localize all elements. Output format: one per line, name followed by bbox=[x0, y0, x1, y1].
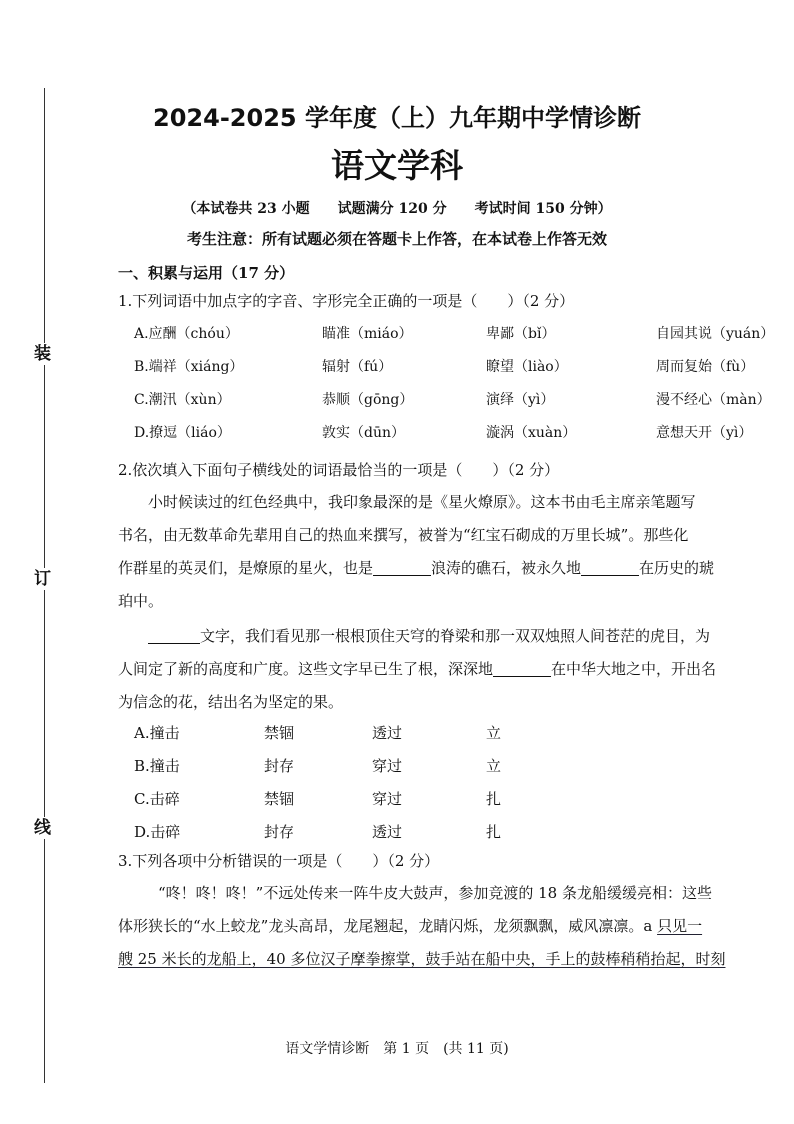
page-footer: 语文学情诊断 第 1 页 (共 11 页) bbox=[285, 1041, 509, 1057]
q1-option: B.端祥（xiáng） bbox=[134, 359, 244, 375]
question-3-stem: 3.下列各项中分析错误的一项是（ ）（2 分） bbox=[118, 852, 440, 870]
passage-text: 作群星的英灵们，是燎原的星火，也是 bbox=[118, 559, 374, 577]
exam-info: （本试卷共 23 小题 试题满分 120 分 考试时间 150 分钟） bbox=[182, 201, 612, 217]
q2-option: 扎 bbox=[486, 790, 502, 808]
question-2-passage-1 bbox=[118, 486, 782, 618]
q1-option: D.撩逗（liáo） bbox=[134, 425, 231, 441]
q1-option: 演绎（yì） bbox=[486, 392, 555, 408]
q1-option: 辐射（fú） bbox=[322, 359, 393, 375]
question-1-stem: 1.下列词语中加点字的字音、字形完全正确的一项是（ ）（2 分） bbox=[118, 292, 575, 310]
passage-text: 体形狭长的“水上蛟龙”龙头高昂，龙尾翘起，龙睛闪烁，龙须飘飘，威风凛凛。a bbox=[118, 917, 658, 935]
fill-blank-4 bbox=[493, 660, 551, 677]
section-heading: 一、积累与运用（17 分） bbox=[118, 264, 295, 282]
passage-text: “咚！咚！咚！”不远处传来一阵牛皮大鼓声，参加竞渡的 18 条龙船缓缓亮相：这些 bbox=[158, 884, 712, 902]
subject-title: 语文学科 bbox=[331, 146, 463, 185]
q2-option: A.撞击 bbox=[134, 724, 180, 742]
binding-char-ding: 订 bbox=[34, 569, 51, 589]
q1-option: 卑鄙（bǐ） bbox=[486, 326, 556, 342]
passage-text: 在中华大地之中，开出名 bbox=[551, 660, 717, 678]
q2-option: 封存 bbox=[264, 823, 295, 841]
q2-option: 禁锢 bbox=[264, 724, 295, 742]
q1-option: 恭顺（gōng） bbox=[322, 392, 414, 408]
underlined-text: 艘 25 米长的龙船上，40 多位汉子摩拳擦掌，鼓手站在船中央，手上的鼓棒稍稍抬起，时刻 bbox=[118, 950, 726, 968]
q2-option: D.击碎 bbox=[134, 823, 181, 841]
question-2-passage-2 bbox=[118, 620, 782, 719]
question-3-passage bbox=[118, 877, 782, 976]
q2-option: 透过 bbox=[372, 724, 403, 742]
passage-text: 小时候读过的红色经典中，我印象最深的是《星火燎原》。这本书由毛主席亲笔题写 bbox=[148, 493, 696, 511]
question-1-row-d bbox=[134, 422, 784, 444]
question-2-option-b bbox=[134, 755, 554, 777]
passage-text: 书名，由无数革命先辈用自己的热血来撰写，被誉为“红宝石砌成的万里长城”。那些化 bbox=[118, 526, 689, 544]
exam-title: 2024-2025 学年度（上）九年期中学情诊断 bbox=[153, 104, 641, 132]
underlined-text: 只见一 bbox=[657, 917, 703, 935]
q2-option: 扎 bbox=[486, 823, 502, 841]
q1-option: 意想天开（yì） bbox=[656, 425, 753, 441]
passage-text: 珀中。 bbox=[118, 592, 164, 610]
passage-line bbox=[118, 552, 714, 585]
question-1-row-a bbox=[134, 323, 784, 345]
q2-option: 立 bbox=[486, 757, 502, 775]
question-1-row-b bbox=[134, 356, 784, 378]
passage-text: 为信念的花，结出名为坚定的果。 bbox=[118, 693, 344, 711]
q1-option: 自园其说（yuán） bbox=[656, 326, 775, 342]
q2-option: 封存 bbox=[264, 757, 295, 775]
passage-text: 在历史的琥 bbox=[639, 559, 715, 577]
question-2-stem: 2.依次填入下面句子横线处的词语最恰当的一项是（ ）（2 分） bbox=[118, 461, 560, 479]
fill-blank-1 bbox=[373, 559, 431, 576]
q1-option: 瞄准（miáo） bbox=[322, 326, 413, 342]
q1-option: 漫不经心（màn） bbox=[656, 392, 771, 408]
question-2-option-d bbox=[134, 821, 554, 843]
fill-blank-3 bbox=[148, 627, 200, 644]
passage-text: 文字，我们看见那一根根顶住天穹的脊梁和那一双双烛照人间苍茫的虎目，为 bbox=[200, 627, 711, 645]
binding-char-xian: 线 bbox=[34, 818, 51, 838]
passage-text: 人间定了新的高度和广度。这些文字早已生了根，深深地 bbox=[118, 660, 494, 678]
exam-notice: 考生注意：所有试题必须在答题卡上作答，在本试卷上作答无效 bbox=[186, 230, 607, 248]
q1-option: 敦实（dūn） bbox=[322, 425, 405, 441]
q2-option: 禁锢 bbox=[264, 790, 295, 808]
q1-option: 周而复始（fù） bbox=[656, 359, 755, 375]
question-2-option-c bbox=[134, 788, 554, 810]
q2-option: B.撞击 bbox=[134, 757, 180, 775]
q2-option: 穿过 bbox=[372, 790, 403, 808]
q2-option: 透过 bbox=[372, 823, 403, 841]
question-2-option-a bbox=[134, 722, 554, 744]
q1-option: A.应酬（chóu） bbox=[134, 326, 239, 342]
question-1-row-c bbox=[134, 389, 784, 411]
q1-option: 瞭望（liào） bbox=[486, 359, 568, 375]
fill-blank-2 bbox=[581, 559, 639, 576]
passage-text: 浪涛的礁石，被永久地 bbox=[431, 559, 582, 577]
q2-option: 立 bbox=[486, 724, 502, 742]
q1-option: C.潮汛（xùn） bbox=[134, 392, 231, 408]
q1-option: 漩涡（xuàn） bbox=[486, 425, 577, 441]
q2-option: 穿过 bbox=[372, 757, 403, 775]
binding-char-zhuang: 装 bbox=[34, 344, 51, 364]
q2-option: C.击碎 bbox=[134, 790, 180, 808]
